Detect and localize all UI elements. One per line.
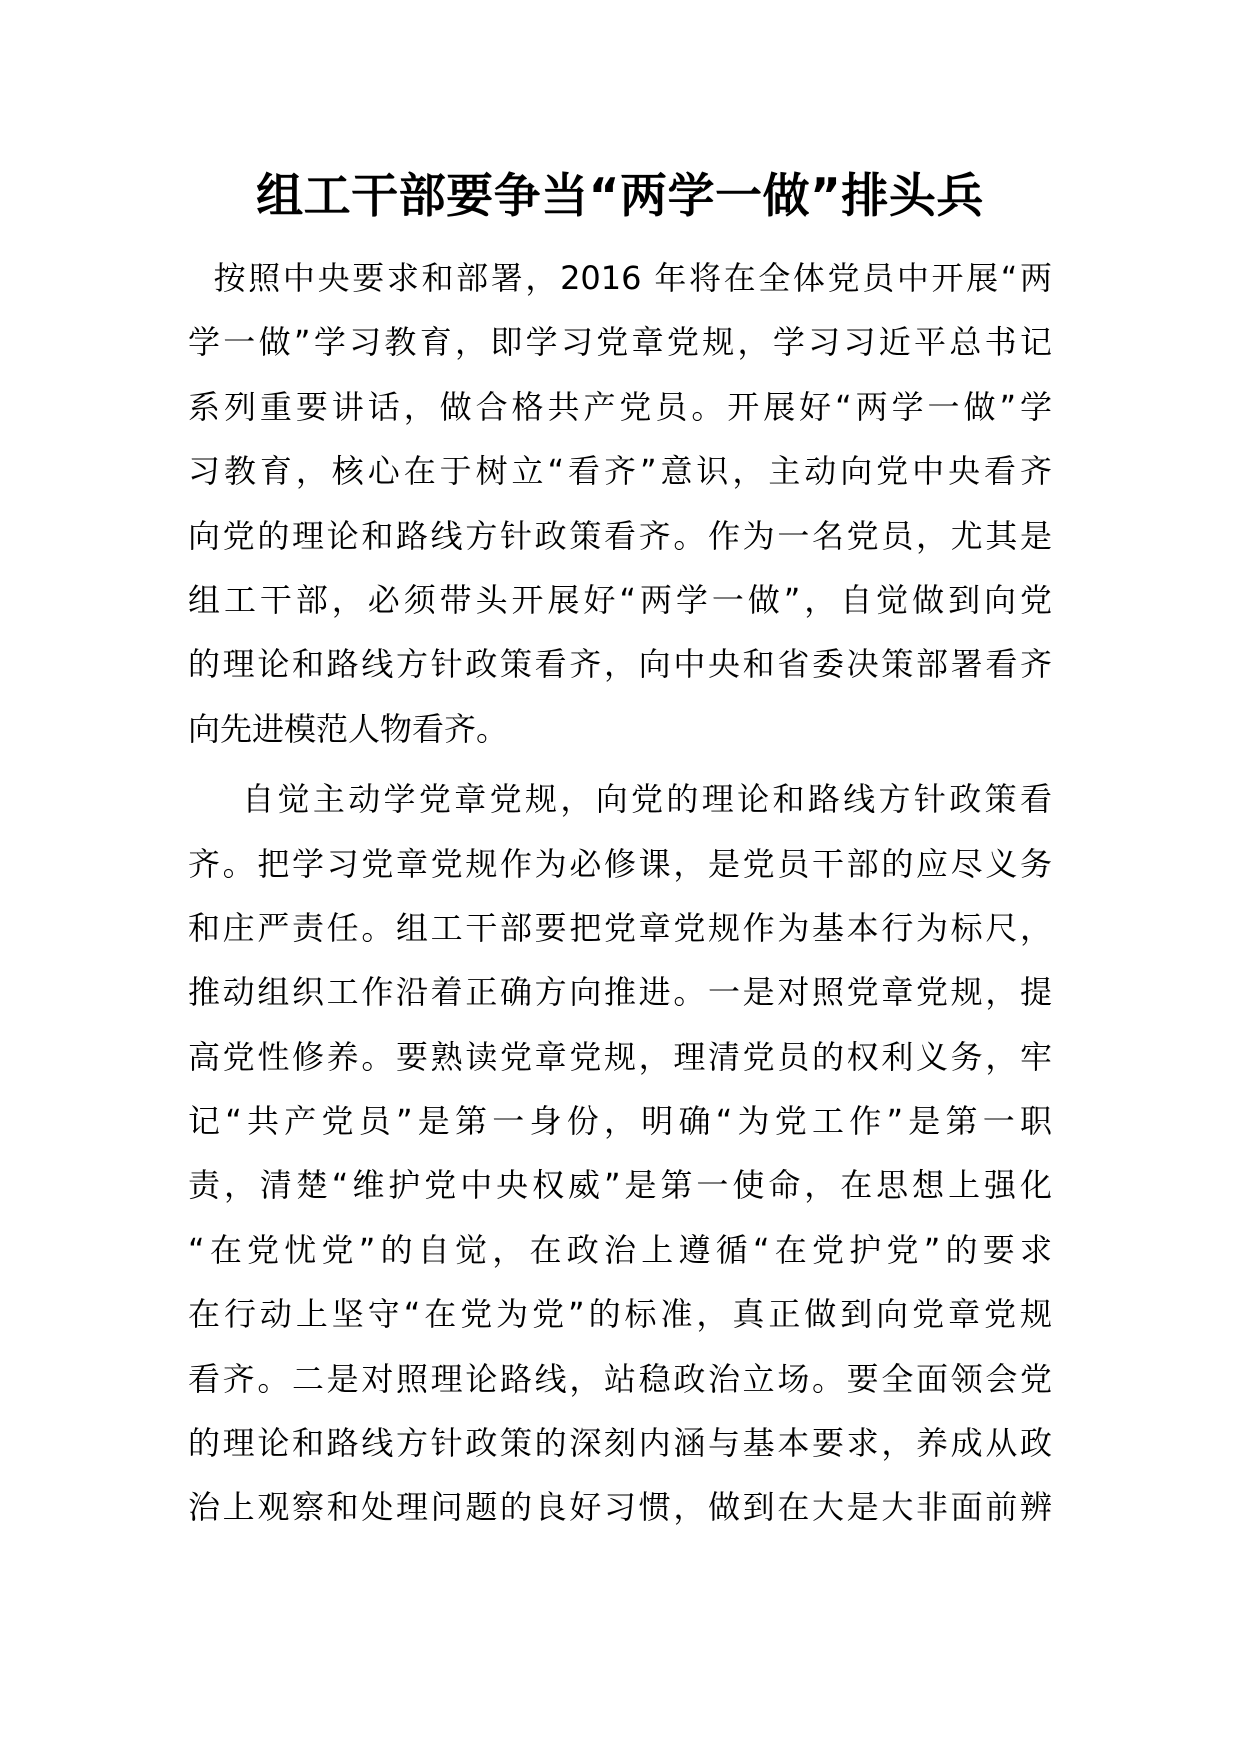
paragraph-line: 记“共产党员”是第一身份，明确“为党工作”是第一职 <box>188 1102 1052 1141</box>
paragraph-line: 和庄严责任。组工干部要把党章党规作为基本行为标尺， <box>188 908 1052 947</box>
document-title: 组工干部要争当“两学一做”排头兵 <box>256 169 984 224</box>
paragraph-line: 学一做”学习教育，即学习党章党规，学习习近平总书记 <box>188 323 1052 362</box>
paragraph-line: 推动组织工作沿着正确方向推进。一是对照党章党规，提 <box>188 973 1052 1012</box>
paragraph-line: 按照中央要求和部署，2016 年将在全体党员中开展“两 <box>188 259 1052 297</box>
paragraph-line: “在党忧党”的自觉，在政治上遵循“在党护党”的要求 <box>188 1230 1052 1269</box>
paragraph-2 <box>188 767 1052 1540</box>
paragraph-line: 的理论和路线方针政策看齐，向中央和省委决策部署看齐 <box>188 645 1052 684</box>
paragraph-line: 在行动上坚守“在党为党”的标准，真正做到向党章党规 <box>188 1295 1052 1334</box>
paragraph-line: 向党的理论和路线方针政策看齐。作为一名党员，尤其是 <box>188 516 1052 555</box>
paragraph-line: 齐。把学习党章党规作为必修课，是党员干部的应尽义务 <box>188 844 1052 883</box>
document-body <box>188 246 1052 1540</box>
paragraph-1 <box>188 246 1052 761</box>
paragraph-line: 自觉主动学党章党规，向党的理论和路线方针政策看 <box>188 780 1052 819</box>
paragraph-line: 治上观察和处理问题的良好习惯，做到在大是大非面前辨 <box>188 1488 1052 1527</box>
paragraph-line: 的理论和路线方针政策的深刻内涵与基本要求，养成从政 <box>188 1424 1052 1463</box>
paragraph-line: 责，清楚“维护党中央权威”是第一使命，在思想上强化 <box>188 1166 1052 1205</box>
paragraph-line: 系列重要讲话，做合格共产党员。开展好“两学一做”学 <box>188 387 1052 426</box>
paragraph-line: 习教育，核心在于树立“看齐”意识，主动向党中央看齐 <box>188 452 1052 491</box>
paragraph-line: 组工干部，必须带头开展好“两学一做”，自觉做到向党 <box>188 580 1052 619</box>
paragraph-line: 向先进模范人物看齐。 <box>188 709 509 748</box>
paragraph-line: 高党性修养。要熟读党章党规，理清党员的权利义务，牢 <box>188 1037 1052 1076</box>
paragraph-line: 看齐。二是对照理论路线，站稳政治立场。要全面领会党 <box>188 1359 1052 1398</box>
